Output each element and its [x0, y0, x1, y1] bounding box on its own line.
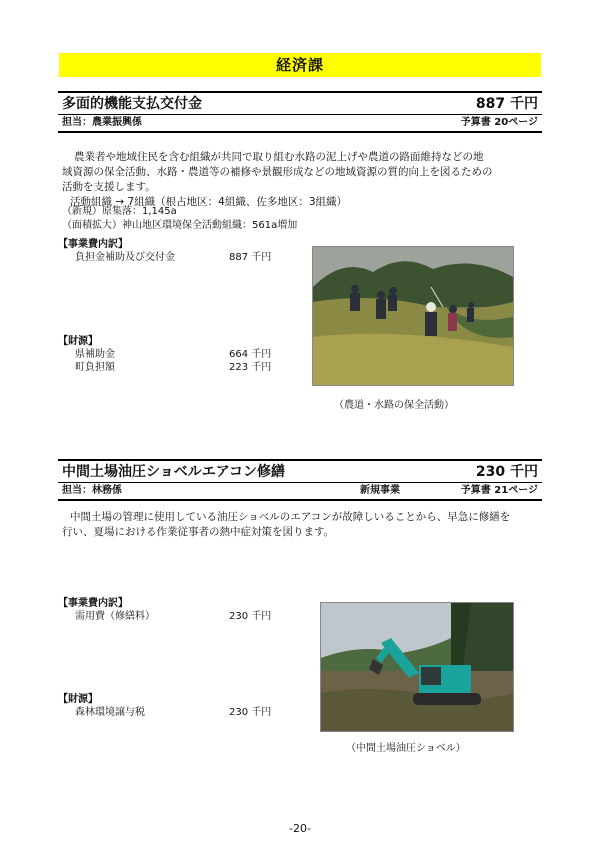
section-title: 多面的機能支払交付金 — [62, 96, 202, 112]
expand-item: （面積拡大）神山地区環境保全活動組織：561a増加 — [62, 220, 298, 231]
staff-label: 担当：林務係 — [62, 485, 122, 496]
description — [62, 150, 542, 210]
funding-value: 223 千円 — [229, 362, 272, 373]
section-header — [58, 459, 542, 501]
new-item: （新規）原集落：1,145a — [62, 206, 177, 217]
section-header — [58, 91, 542, 133]
breakdown-label: 負担金補助及び交付金 — [75, 252, 175, 263]
section-title: 中間土場油圧ショベルエアコン修繕 — [62, 464, 286, 480]
farm-workers-photo — [312, 246, 514, 386]
photo-caption: （農道・水路の保全活動） — [334, 400, 454, 411]
page-number: -20- — [289, 822, 311, 835]
description-line: 中間土場の管理に使用している油圧ショベルのエアコンが故障しいることから、早急に修繕を — [70, 511, 511, 523]
divider — [58, 482, 542, 483]
section-amount: 230 千円 — [475, 464, 538, 480]
description-line: 活動を支援します。 — [62, 181, 156, 193]
funding-value: 230 千円 — [229, 707, 272, 718]
section-amount: 887 千円 — [475, 96, 538, 112]
description-line: 行い、夏場における作業従事者の熱中症対策を図ります。 — [62, 526, 335, 538]
excavator-photo — [320, 602, 514, 732]
funding-value: 664 千円 — [229, 349, 272, 360]
description-line: 農業者や地域住民を含む組織が共同で取り組む水路の泥上げや農道の路面維持などの地 — [74, 151, 484, 163]
breakdown-heading: 【事業費内訳】 — [58, 598, 128, 609]
photo-art — [321, 603, 513, 731]
breakdown-value: 230 千円 — [229, 611, 272, 622]
budget-reference: 予算書 20ページ — [460, 117, 538, 128]
description-line: 域資源の保全活動、水路・農道等の補修や景観形成などの地域資源の質的向上を図るための — [62, 166, 493, 178]
photo-art — [313, 247, 513, 385]
funding-label: 町負担額 — [75, 362, 115, 373]
staff-label: 担当：農業振興係 — [62, 117, 142, 128]
divider — [58, 114, 542, 115]
funding-label: 県補助金 — [75, 349, 115, 360]
funding-heading: 【財源】 — [58, 336, 98, 347]
breakdown-label: 需用費（修繕料） — [75, 611, 155, 622]
photo-caption: （中間土場油圧ショベル） — [346, 743, 466, 754]
budget-reference: 予算書 21ページ — [460, 485, 538, 496]
funding-label: 森林環境譲与税 — [75, 707, 145, 718]
funding-heading: 【財源】 — [58, 694, 98, 705]
department-banner: 経済課 — [59, 53, 541, 77]
new-project-tag: 新規事業 — [360, 485, 400, 496]
breakdown-heading: 【事業費内訳】 — [58, 239, 128, 250]
breakdown-value: 887 千円 — [229, 252, 272, 263]
description — [62, 510, 542, 540]
activity-line: 活動組織 → 7組織（根占地区：4組織、佐多地区：3組織） — [70, 196, 348, 208]
